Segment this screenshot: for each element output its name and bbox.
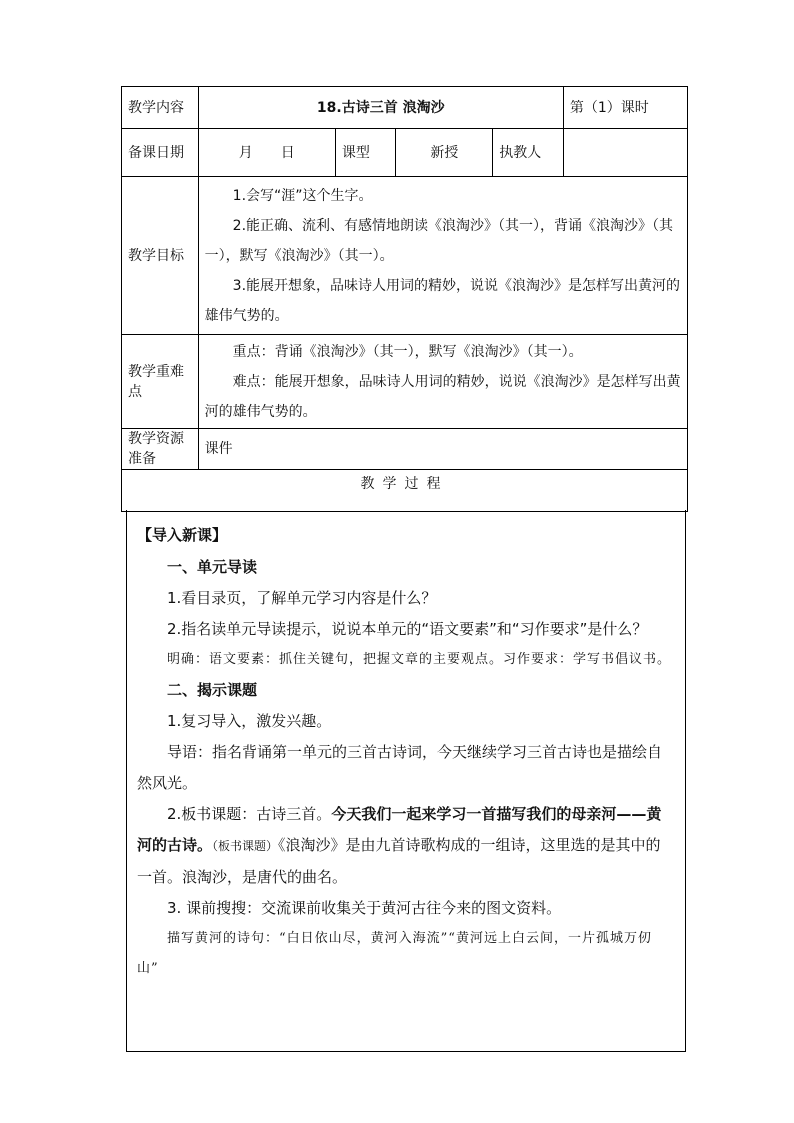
process-paragraph: 1.看目录页，了解单元学习内容是什么？ xyxy=(167,589,437,607)
prep-date-value: 月 日 xyxy=(198,129,335,177)
bold-emphasis: 今天我们一起来学习一首描写我们的母亲河——黄河的古诗。 xyxy=(137,805,662,854)
label-teacher: 执教人 xyxy=(493,129,564,177)
poem-lines-note: 描写黄河的诗句：“白日依山尽，黄河入海流”“黄河远上白云间，一片孤城万仞山” xyxy=(137,931,652,976)
label-resources: 教学资源准备 xyxy=(122,429,199,470)
goal-item: 1.会写“涯”这个生字。 xyxy=(232,187,373,204)
label-teaching-content: 教学内容 xyxy=(122,87,199,129)
key-point-item: 重点：背诵《浪淘沙》（其一），默写《浪淘沙》（其一）。 xyxy=(232,343,583,360)
resources-value: 课件 xyxy=(198,429,687,470)
process-paragraph: 1.复习导入，激发兴趣。 xyxy=(167,712,332,730)
label-key-points: 教学重难点 xyxy=(122,335,199,429)
key-points xyxy=(198,335,687,429)
teacher-value xyxy=(563,129,687,177)
board-note: （板书课题） xyxy=(212,839,279,853)
section-heading: 【导入新课】 xyxy=(137,526,228,544)
teaching-goals xyxy=(198,177,687,335)
label-lesson-type: 课型 xyxy=(335,129,396,177)
process-paragraph: 2.指名读单元导读提示，说说本单元的“语文要素”和“习作要求”是什么？ xyxy=(167,620,648,638)
lesson-period: 第（1）课时 xyxy=(563,87,687,129)
lesson-type-value: 新授 xyxy=(396,129,493,177)
clarification-note: 明确：语文要素：抓住关键句，把握文章的主要观点。习作要求：学写书倡议书。 xyxy=(167,652,672,667)
goal-item: 3.能展开想象，品味诗人用词的精妙，说说《浪淘沙》是怎样写出黄河的雄伟气势的。 xyxy=(204,277,681,324)
lesson-title: 18.古诗三首 浪淘沙 xyxy=(198,87,563,129)
part-heading-reveal-topic: 二、揭示课题 xyxy=(167,681,258,699)
process-title: 教学过程 xyxy=(122,470,688,512)
part-heading-unit-guide: 一、单元导读 xyxy=(167,558,258,576)
process-paragraph: 3. 课前搜搜：交流课前收集关于黄河古往今来的图文资料。 xyxy=(167,899,562,917)
board-title-text: 2.板书课题：古诗三首。 xyxy=(167,805,332,823)
label-teaching-goals: 教学目标 xyxy=(122,177,199,335)
teaching-process xyxy=(126,510,686,1052)
process-paragraph: 导语：指名背诵第一单元的三首古诗词，今天继续学习三首古诗也是描绘自然风光。 xyxy=(137,743,663,792)
goal-item: 2.能正确、流利、有感情地朗读《浪淘沙》（其一），背诵《浪淘沙》（其一），默写《浪淘沙》（其一）。 xyxy=(204,217,674,264)
key-point-item: 难点：能展开想象，品味诗人用词的精妙，说说《浪淘沙》是怎样写出黄河的雄伟气势的。 xyxy=(204,373,681,420)
poem-intro: 《浪淘沙》是由九首诗歌构成的一组诗，这里选的是其中的一首。浪淘沙，是唐代的曲名。 xyxy=(137,836,661,886)
lesson-plan-header-table xyxy=(121,86,688,512)
label-prep-date: 备课日期 xyxy=(122,129,199,177)
process-paragraph xyxy=(137,799,673,893)
